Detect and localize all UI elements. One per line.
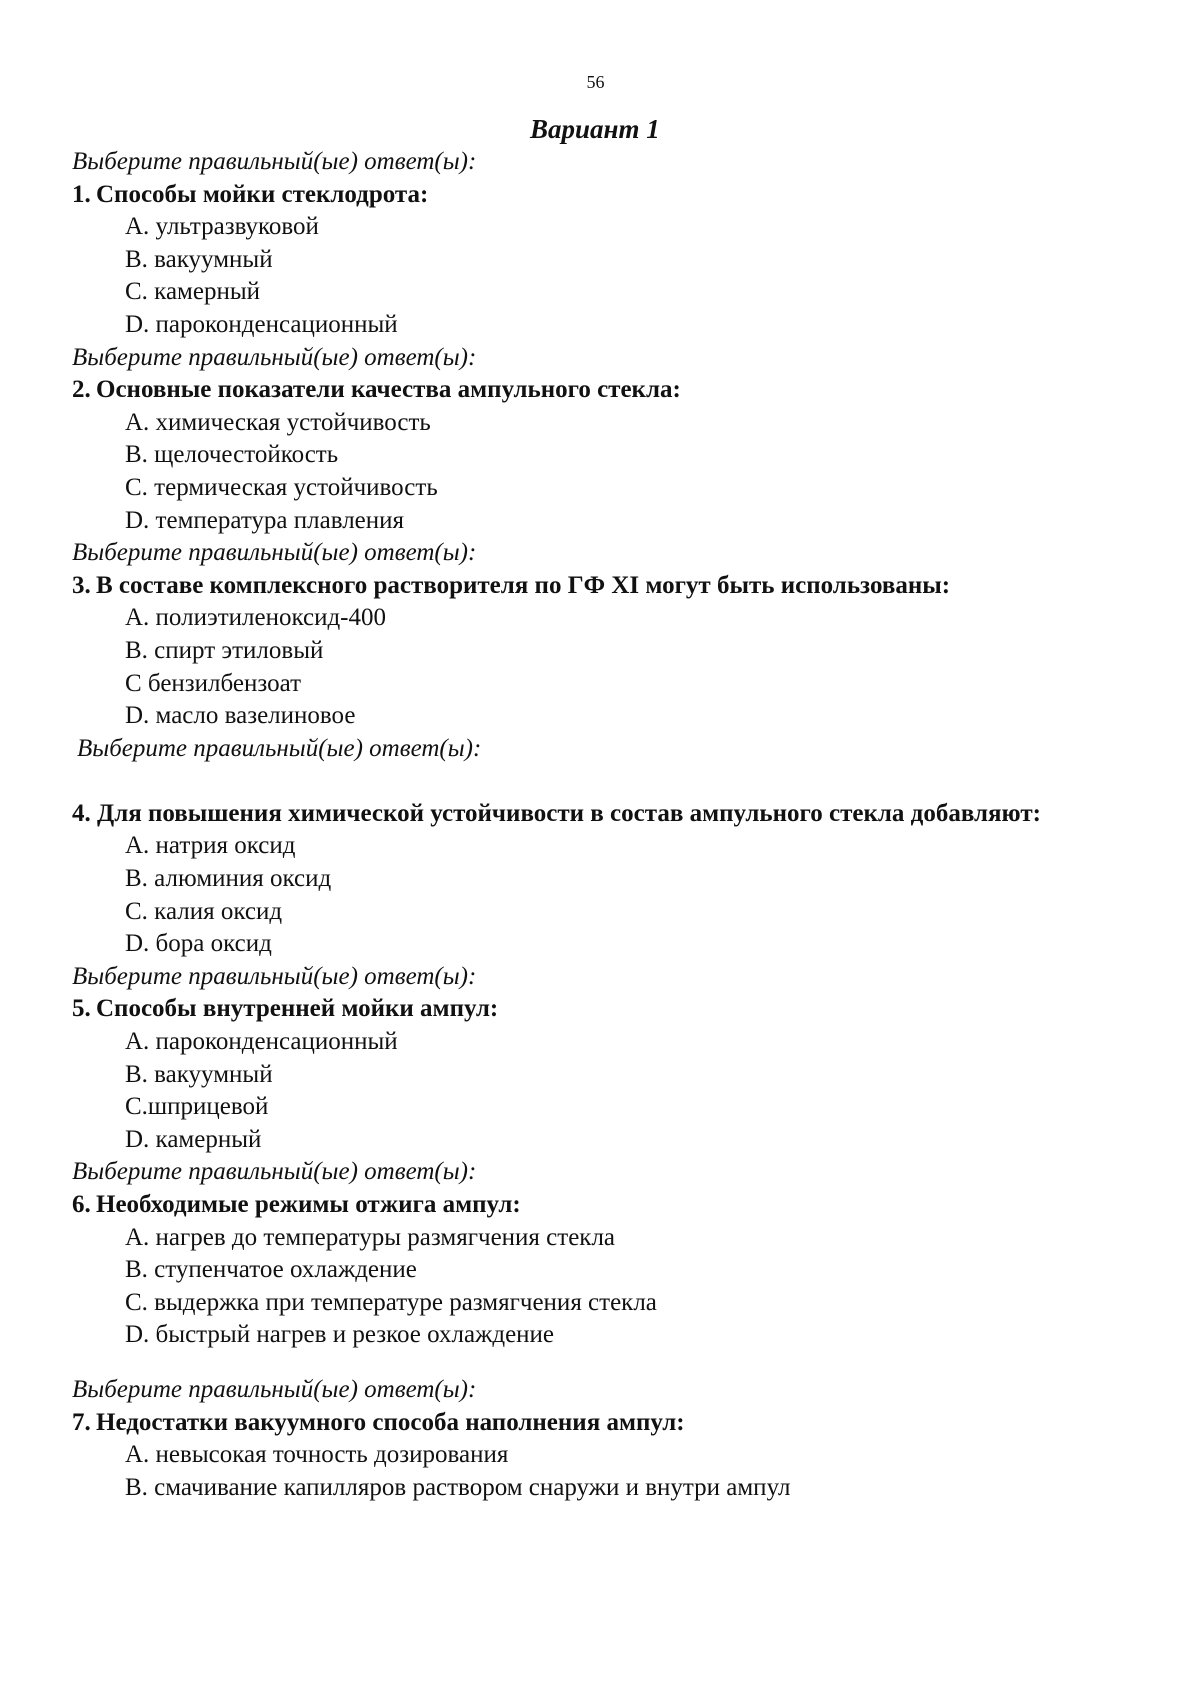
- question-number: 6.: [72, 1191, 91, 1218]
- answer-option: D. температура плавления: [125, 506, 405, 534]
- answer-option: D. масло вазелиновое: [125, 702, 356, 730]
- answer-options: [72, 1222, 1132, 1352]
- variant-title: Вариант 1: [530, 114, 660, 144]
- answer-options: [72, 1439, 1132, 1504]
- answer-option: A. нагрев до температуры размягчения стекла: [125, 1223, 616, 1251]
- question-block-1: [72, 146, 1132, 342]
- question-title: [72, 570, 1132, 603]
- question-text: Способы мойки стеклодрота:: [96, 180, 429, 208]
- answer-option: A. ультразвуковой: [125, 213, 319, 241]
- question-instruction: Выберите правильный(ые) ответ(ы):: [72, 1158, 477, 1186]
- question-title: [72, 1189, 1132, 1222]
- question-instruction: Выберите правильный(ые) ответ(ы):: [72, 343, 477, 371]
- answer-option: С бензилбензоат: [125, 669, 301, 697]
- answer-option: D. пароконденсационный: [125, 310, 398, 338]
- question-number: 7.: [72, 1408, 91, 1436]
- answer-option: A. пароконденсационный: [125, 1028, 398, 1056]
- question-number: 5.: [72, 995, 91, 1023]
- question-instruction: Выберите правильный(ые) ответ(ы):: [72, 539, 477, 567]
- answer-options: [72, 830, 1132, 960]
- answer-option: B. алюминия оксид: [125, 865, 332, 893]
- question-block-6: [72, 1156, 1132, 1352]
- blank-line: [72, 1352, 1132, 1374]
- answer-option: B. ступенчатое охлаждение: [125, 1256, 417, 1284]
- question-text: Недостатки вакуумного способа наполнения ампул:: [96, 1408, 685, 1436]
- question-text: В составе комплексного растворителя по ГФ XI могут быть использованы:: [96, 571, 951, 599]
- question-block-3: [72, 537, 1132, 733]
- answer-option: C. термическая устойчивость: [125, 473, 438, 501]
- answer-option: D. камерный: [125, 1125, 262, 1153]
- answer-option: B. вакуумный: [125, 1060, 273, 1088]
- answer-option: C. калия оксид: [125, 897, 283, 925]
- answer-options: [72, 602, 1132, 732]
- answer-option: A. натрия оксид: [125, 832, 296, 860]
- question-text: Основные показатели качества ампульного стекла:: [96, 376, 681, 404]
- answer-option: A. невысокая точность дозирования: [125, 1441, 509, 1469]
- question-text: Необходимые режимы отжига ампул:: [96, 1191, 521, 1218]
- answer-option: C.шприцевой: [125, 1093, 269, 1121]
- question-number: 1.: [72, 180, 91, 208]
- answer-option: A. полиэтиленоксид-400: [125, 604, 386, 632]
- question-number: 2.: [72, 376, 91, 404]
- answer-options: [72, 211, 1132, 341]
- answer-option: A. химическая устойчивость: [125, 408, 431, 436]
- answer-option: C. камерный: [125, 278, 261, 306]
- answer-option: B. смачивание капилляров раствором снаружи и внутри ампул: [125, 1473, 791, 1501]
- question-text: Способы внутренней мойки ампул:: [96, 995, 499, 1023]
- question-title: [72, 179, 1132, 212]
- answer-options: [72, 1026, 1132, 1156]
- blank-line: [72, 765, 1132, 798]
- question-number: 4.: [72, 799, 91, 827]
- question-block-7: [72, 1374, 1132, 1504]
- question-instruction: Выберите правильный(ые) ответ(ы):: [72, 962, 477, 990]
- question-instruction: Выберите правильный(ые) ответ(ы):: [72, 148, 477, 175]
- page-number: 56: [586, 72, 605, 92]
- answer-option: C. выдержка при температуре размягчения стекла: [125, 1288, 657, 1316]
- question-instruction: Выберите правильный(ые) ответ(ы):: [72, 1375, 477, 1403]
- answer-option: D. быстрый нагрев и резкое охлаждение: [125, 1321, 555, 1349]
- answer-options: [72, 407, 1132, 537]
- question-list: [72, 146, 1132, 1504]
- question-number: 3.: [72, 571, 91, 599]
- question-title: [72, 798, 1132, 831]
- question-block-5: [72, 961, 1132, 1157]
- question-title: [72, 1407, 1132, 1440]
- answer-option: B. спирт этиловый: [125, 636, 324, 664]
- question-block-2: [72, 342, 1132, 538]
- answer-option: B. щелочестойкость: [125, 441, 339, 469]
- question-title: [72, 374, 1132, 407]
- answer-option: D. бора оксид: [125, 930, 272, 958]
- question-title: [72, 993, 1132, 1026]
- question-instruction: Выберите правильный(ые) ответ(ы):: [77, 734, 482, 762]
- question-text: Для повышения химической устойчивости в состав ампульного стекла добавляют:: [97, 799, 1041, 827]
- question-block-4: [72, 733, 1132, 961]
- answer-option: B. вакуумный: [125, 245, 273, 273]
